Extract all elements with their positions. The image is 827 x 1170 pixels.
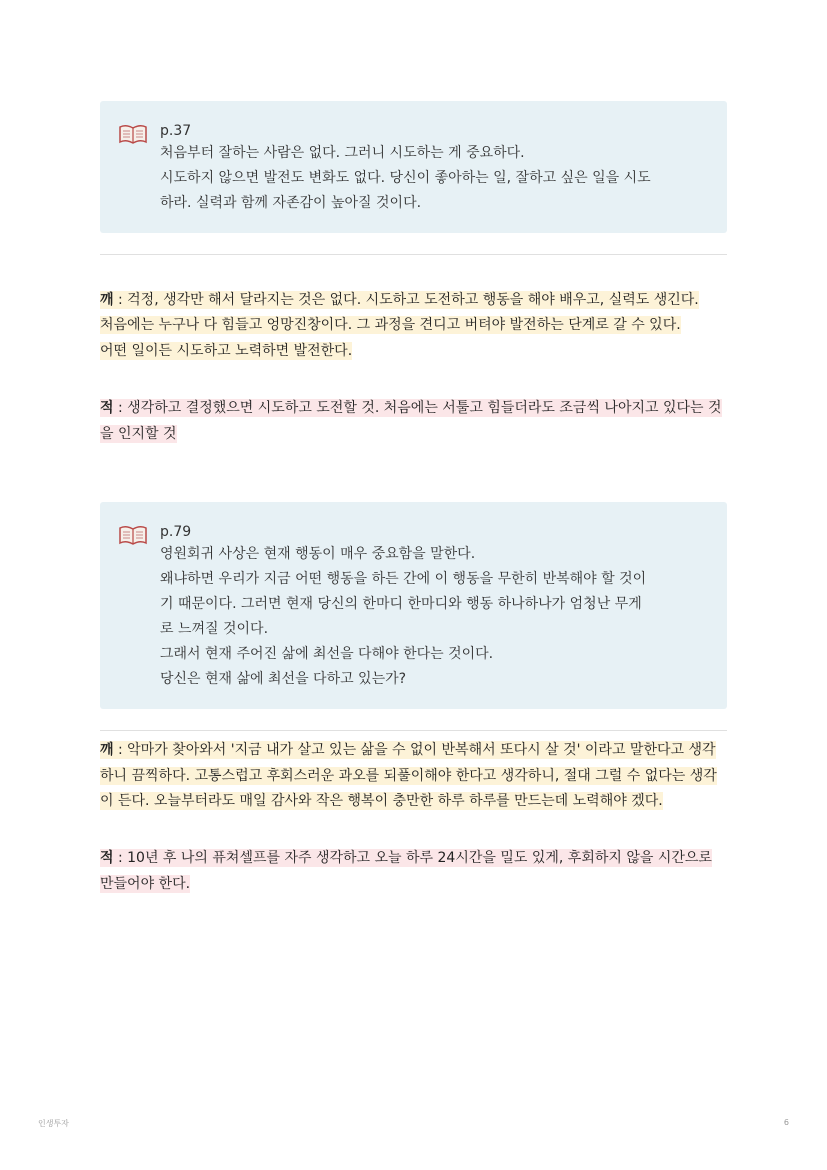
quote-line: 하라. 실력과 함께 자존감이 높아질 것이다.	[160, 195, 422, 211]
jeok-label: 적	[100, 850, 114, 866]
quote-line: 시도하지 않으면 발전도 변화도 없다. 당신이 좋아하는 일, 잘하고 싶은 일을 시도	[160, 170, 651, 186]
open-book-icon	[118, 123, 148, 145]
quote-page-number: p.79	[160, 524, 192, 540]
quote-line: 처음부터 잘하는 사람은 없다. 그러니 시도하는 게 중요하다.	[160, 145, 525, 161]
quote-line: 영원회귀 사상은 현재 행동이 매우 중요함을 말한다.	[160, 546, 476, 562]
kkae-text: : 악마가 찾아와서 '지금 내가 살고 있는 삶을 수 없이 반복해서 또다시 살 것' 이라고 말한다고 생각하니 끔찍하다. 고통스럽고 후회스러운 과오를 되풀이해야 한다고 생각하니, 절대 그럴 수 없다는 생각이 든다. 오늘부터라도 매일 감사와 작은 행복이 충만한 하루 하루를 만드는데 노력해야 겠다.	[100, 742, 717, 809]
jeok-note	[100, 846, 727, 897]
quote-line: 로 느껴질 것이다.	[160, 621, 269, 637]
quote-card	[100, 101, 727, 233]
quote-page-number: p.37	[160, 123, 192, 139]
quote-line: 기 때문이다. 그러면 현재 당신의 한마디 한마디와 행동 하나하나가 엄청난 무게	[160, 596, 642, 612]
quote-line: 당신은 현재 삶에 최선을 다하고 있는가?	[160, 671, 407, 687]
kkae-note	[100, 738, 727, 815]
quote-line: 왜냐하면 우리가 지금 어떤 행동을 하든 간에 이 행동을 무한히 반복해야 할 것이	[160, 571, 647, 587]
jeok-label: 적	[100, 400, 114, 416]
quote-card	[100, 502, 727, 709]
footer-book-title: 인생투자	[38, 1119, 69, 1128]
jeok-note	[100, 396, 727, 447]
open-book-icon	[118, 524, 148, 546]
divider	[100, 254, 727, 255]
jeok-text: : 10년 후 나의 퓨쳐셀프를 자주 생각하고 오늘 하루 24시간을 밀도 있게, 후회하지 않을 시간으로 만들어야 한다.	[100, 850, 712, 892]
kkae-text: : 걱정, 생각만 해서 달라지는 것은 없다. 시도하고 도전하고 행동을 해야 배우고, 실력도 생긴다. 처음에는 누구나 다 힘들고 엉망진창이다. 그 과정을 견디고 버텨야 발전하는 단계로 갈 수 있다. 어떤 일이든 시도하고 노력하면 발전한다.	[100, 291, 699, 359]
quote-line: 그래서 현재 주어진 삶에 최선을 다해야 한다는 것이다.	[160, 646, 494, 662]
jeok-text: : 생각하고 결정했으면 시도하고 도전할 것. 처음에는 서툴고 힘들더라도 조금씩 나아지고 있다는 것을 인지할 것	[100, 400, 722, 442]
kkae-label: 깨	[100, 742, 114, 758]
footer-page-number: 6	[783, 1118, 789, 1127]
kkae-label: 깨	[100, 291, 114, 308]
divider	[100, 730, 727, 731]
kkae-note	[100, 262, 727, 364]
